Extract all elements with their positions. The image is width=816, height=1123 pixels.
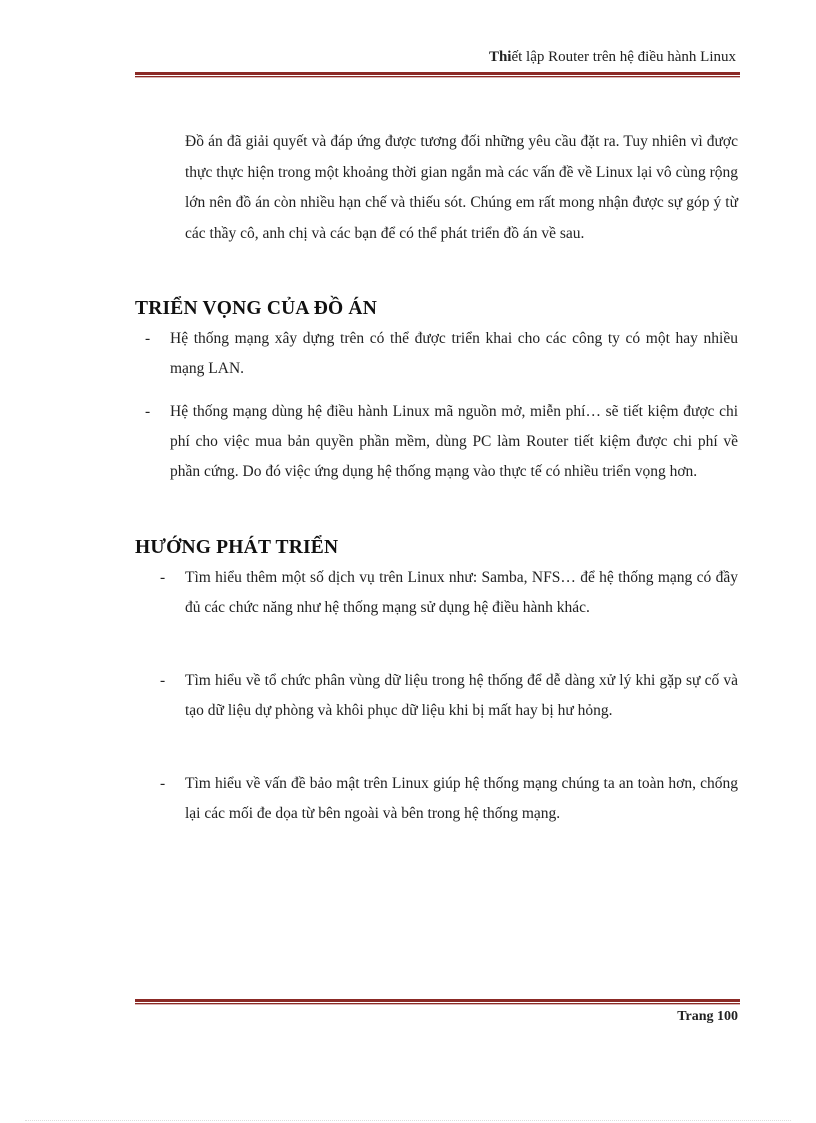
list-item-text: Hệ thống mạng xây dựng trên có thể được triển khai cho các công ty có một hay nhiều mạng LAN. [170, 330, 738, 377]
running-header-rest: ết lập Router trên hệ điều hành Linux [511, 49, 736, 65]
list-item-text: Tìm hiểu về tổ chức phân vùng dữ liệu trong hệ thống để dễ dàng xử lý khi gặp sự cố và tạo dữ liệu dự phòng và khôi phục dữ liệu khi bị mất hay bị hư hỏng. [185, 672, 738, 719]
section-heading-development: HƯỚNG PHÁT TRIỂN [135, 537, 339, 558]
running-header-bold: Thi [488, 49, 512, 65]
list-dash: - [145, 403, 151, 420]
list-dash: - [160, 672, 166, 689]
intro-paragraph: Đồ án đã giải quyết và đáp ứng được tương đối những yêu cầu đặt ra. Tuy nhiên vì được thực thực hiện trong một khoảng thời gian ngắn mà các vấn đề về Linux lại vô cùng rộng lớn nên đồ án còn nhiều hạn chế và thiếu sót. Chúng em rất mong nhận được sự góp ý từ các thầy cô, anh chị và các bạn để có thể phát triển đồ án về sau. [185, 133, 738, 242]
section-heading-prospects: TRIỂN VỌNG CỦA ĐỒ ÁN [135, 298, 377, 319]
list-item-text: Hệ thống mạng dùng hệ điều hành Linux mã nguồn mở, miễn phí… sẽ tiết kiệm được chi phí cho việc mua bản quyền phần mềm, dùng PC làm Router tiết kiệm được chi phí về phần cứng. Do đó việc ứng dụng hệ thống mạng vào thực tế có nhiều triển vọng hơn. [170, 403, 738, 480]
list-item-text: Tìm hiểu thêm một số dịch vụ trên Linux như: Samba, NFS… để hệ thống mạng có đầy đủ các chức năng như hệ thống mạng sử dụng hệ điều hành khác. [185, 569, 738, 616]
list-item-text: Tìm hiểu về vấn đề bảo mật trên Linux giúp hệ thống mạng chúng ta an toàn hơn, chống lại các mối đe dọa từ bên ngoài và bên trong hệ thống mạng. [185, 775, 738, 822]
list-dash: - [145, 330, 151, 347]
list-dash: - [160, 569, 166, 586]
header-rule [135, 72, 740, 78]
page-edge-divider [25, 1120, 791, 1121]
list-dash: - [160, 775, 166, 792]
footer-rule [135, 999, 740, 1005]
running-header [489, 49, 736, 66]
page-number: Trang 100 [677, 1009, 738, 1024]
